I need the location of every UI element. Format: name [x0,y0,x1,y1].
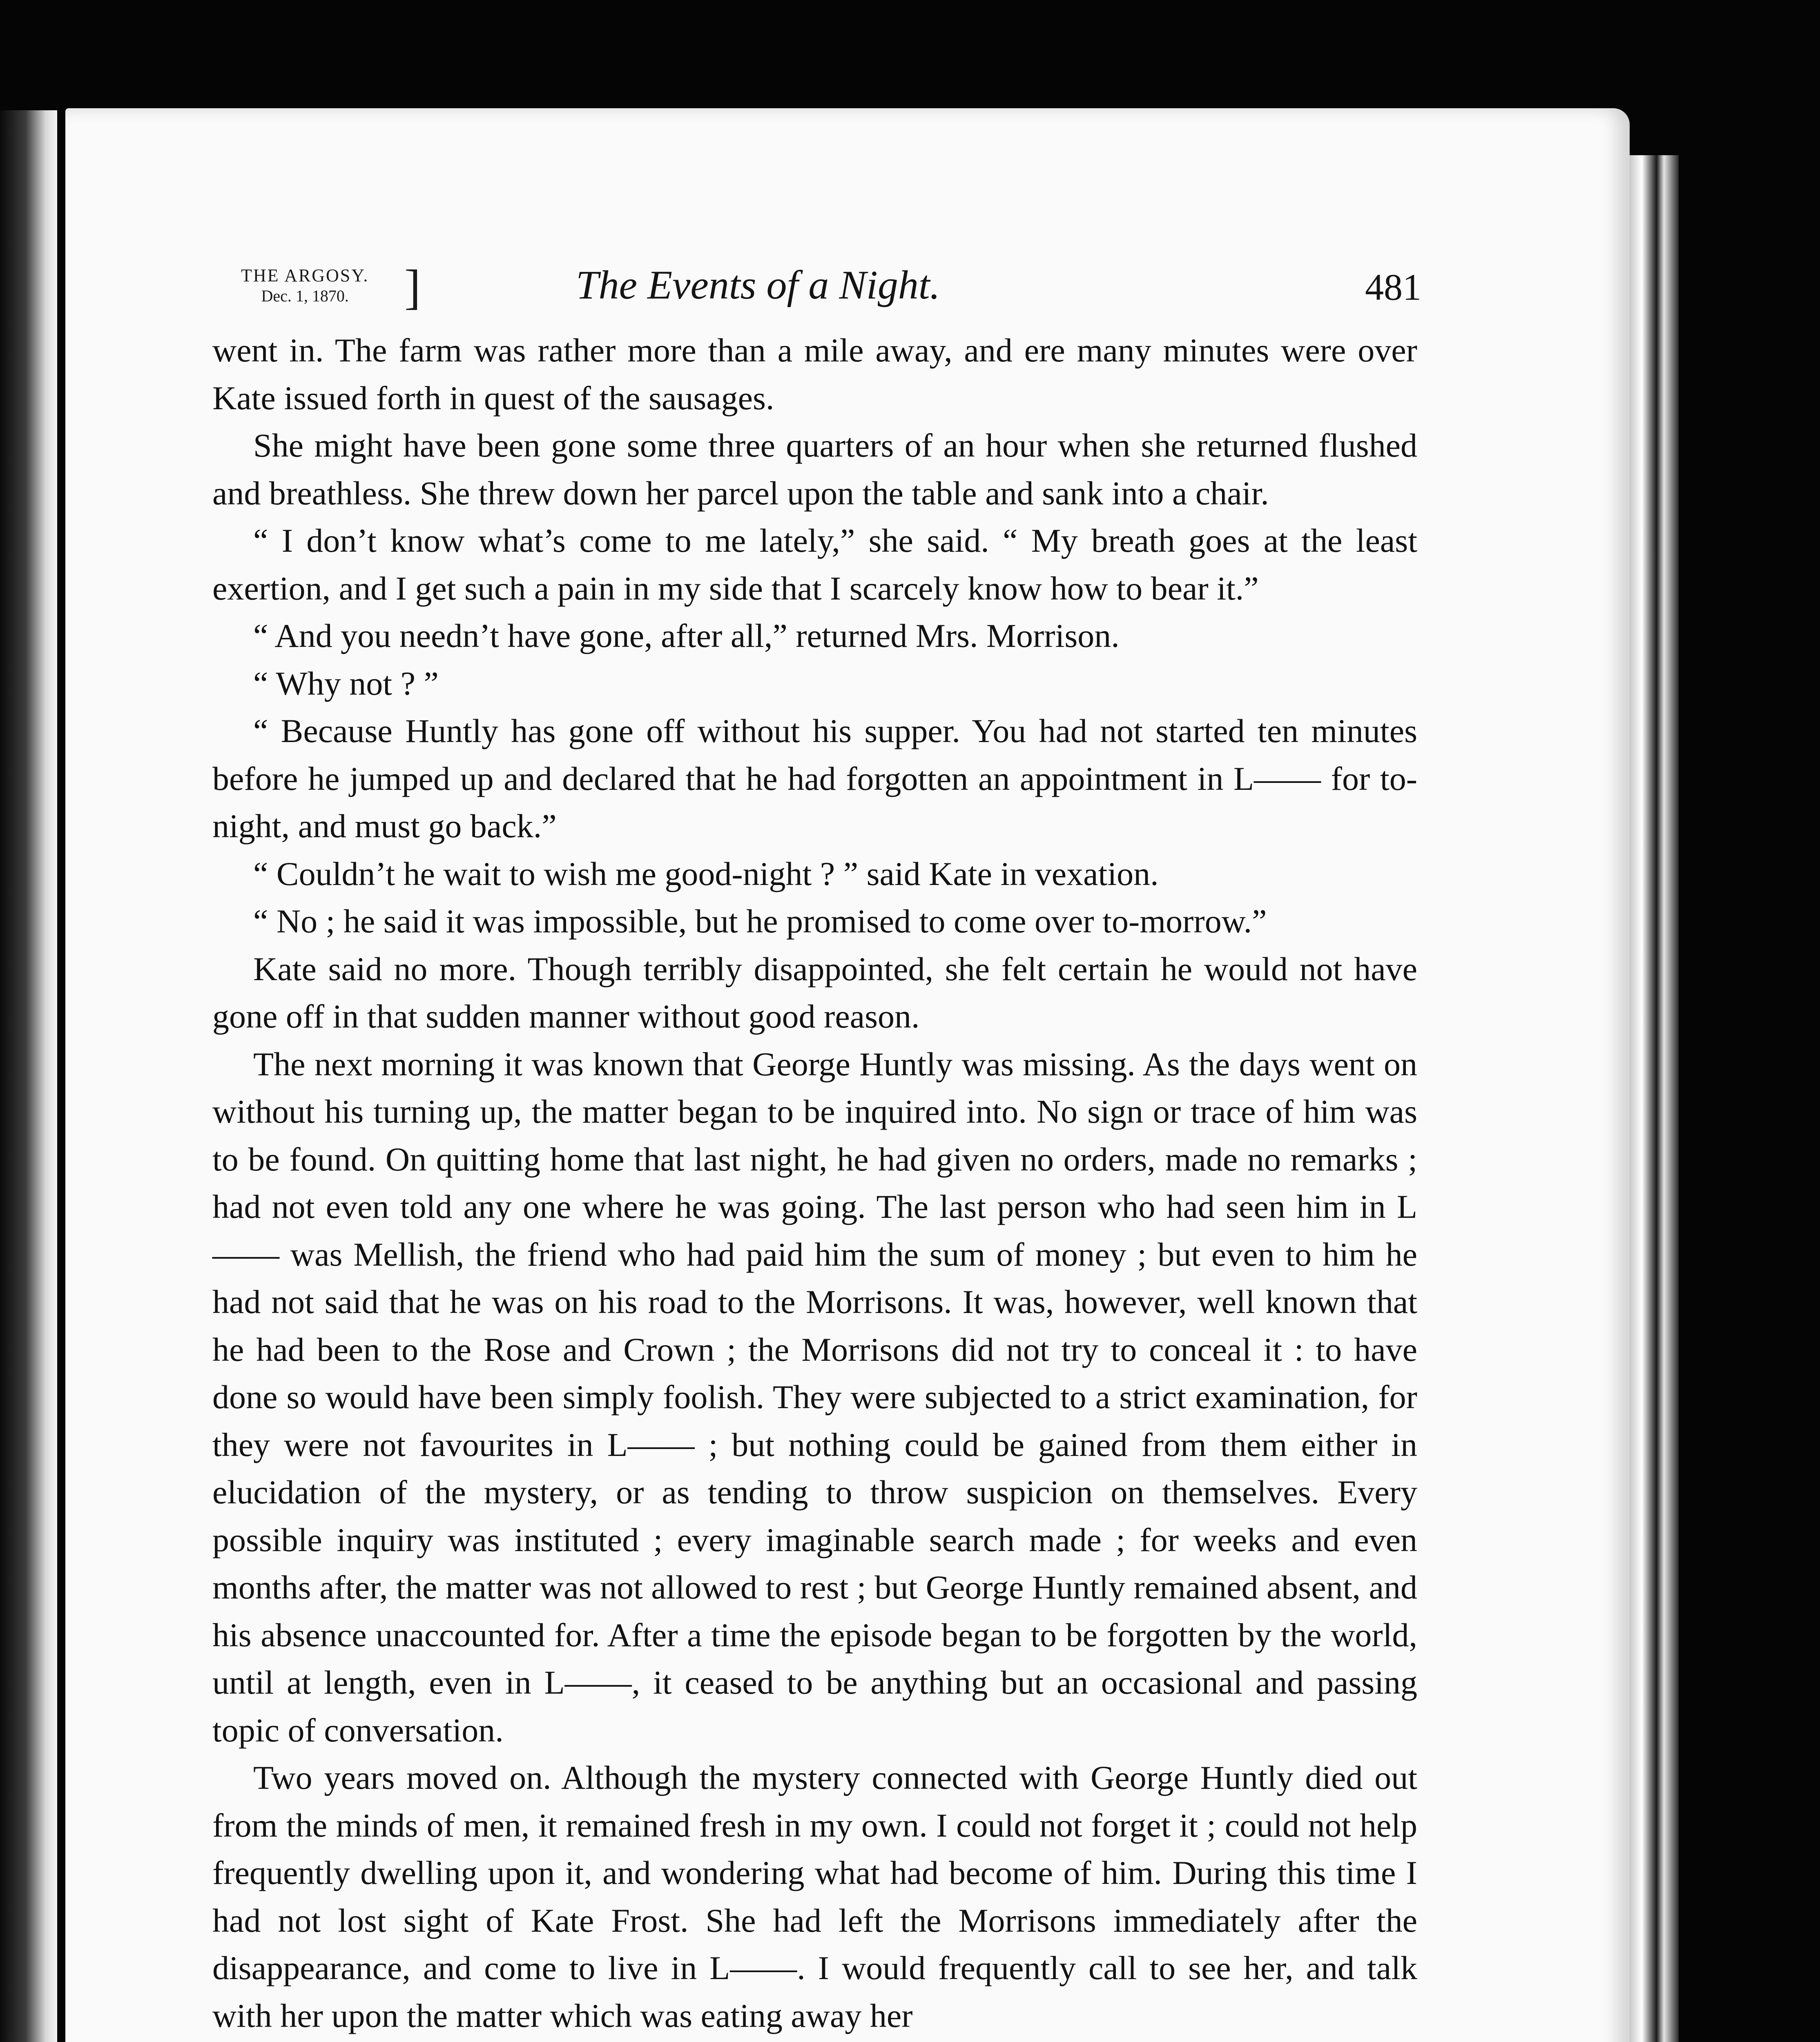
paragraph: went in. The farm was rather more than a mile away, and ere many minutes were over Kate issued forth in quest of the sausages. [212,332,1417,417]
paragraph: The next morning it was known that George Huntly was missing. As the days went on without his turning up, the matter began to be inquired into. No sign or trace of him was to be found. On quitting home that last night, he had given no orders, made no remarks ; had not even told any one where he was going. The last person who had seen him in L—— was Mellish, the friend who had paid him the sum of money ; but even to him he had not said that he was on his road to the Morrisons. It was, however, well known that he had been to the Rose and Crown ; the Morrisons did not try to conceal it : to have done so would have been simply foolish. They were subjected to a strict examination, for they were not favourites in L—— ; but nothing could be gained from them either in elucidation of the mystery, or as tending to throw suspicion on themselves. Every possible inquiry was instituted ; every imaginable search made ; for weeks and even months after, the matter was not allowed to rest ; but George Huntly remained absent, and his absence unaccounted for. After a time the episode began to be forgotten by the world, until at length, even in L——, it ceased to be anything but an occasional and passing topic of conversation. [212,1045,1417,1749]
paragraph: Two years moved on. Although the mystery connected with George Huntly died out from the minds of men, it remained fresh in my own. I could not forget it ; could not help frequently dwelling upon it, and wondering what had become of him. During this time I had not lost sight of Kate Frost. She had left the Morrisons immediately after the disappearance, and come to live in L——. I would frequently call to see her, and talk with her upon the matter which was eating away her [212,1759,1417,2034]
paragraph: Kate said no more. Though terribly disappointed, she felt certain he would not have gone off in that sudden manner without good reason. [212,950,1417,1035]
paragraph: “ Because Huntly has gone off without his supper. You had not started ten minutes before he jumped up and declared that he had forgotten an appointment in L—— for to-night, and must go back.” [212,712,1417,845]
paragraph: “ I don’t know what’s come to me lately,” she said. “ My breath goes at the least exertion, and I get such a pain in my side that I scarcely know how to bear it.” [212,522,1417,607]
text-body [212,327,1417,2040]
page-number: 481 [1365,266,1421,308]
page-stack-edge [1630,155,1679,2042]
paragraph: “ And you needn’t have gone, after all,” returned Mrs. Morrison. [253,617,1120,654]
journal-date: Dec. 1, 1870. [261,287,349,305]
paragraph: She might have been gone some three quarters of an hour when she returned flushed and breathless. She threw down her parcel upon the table and sank into a chair. [212,427,1417,512]
paragraph: “ No ; he said it was impossible, but he promised to come over to-morrow.” [253,903,1267,940]
book-spine-edge [0,110,57,2042]
running-head [229,253,1421,319]
journal-name: THE ARGOSY. [241,265,369,285]
journal-bracket: ] [404,260,421,314]
page-title: The Events of a Night. [576,262,940,308]
paragraph: “ Why not ? ” [253,664,439,702]
journal-info [241,265,369,306]
paragraph: “ Couldn’t he wait to wish me good-night ? ” said Kate in vexation. [253,855,1159,892]
